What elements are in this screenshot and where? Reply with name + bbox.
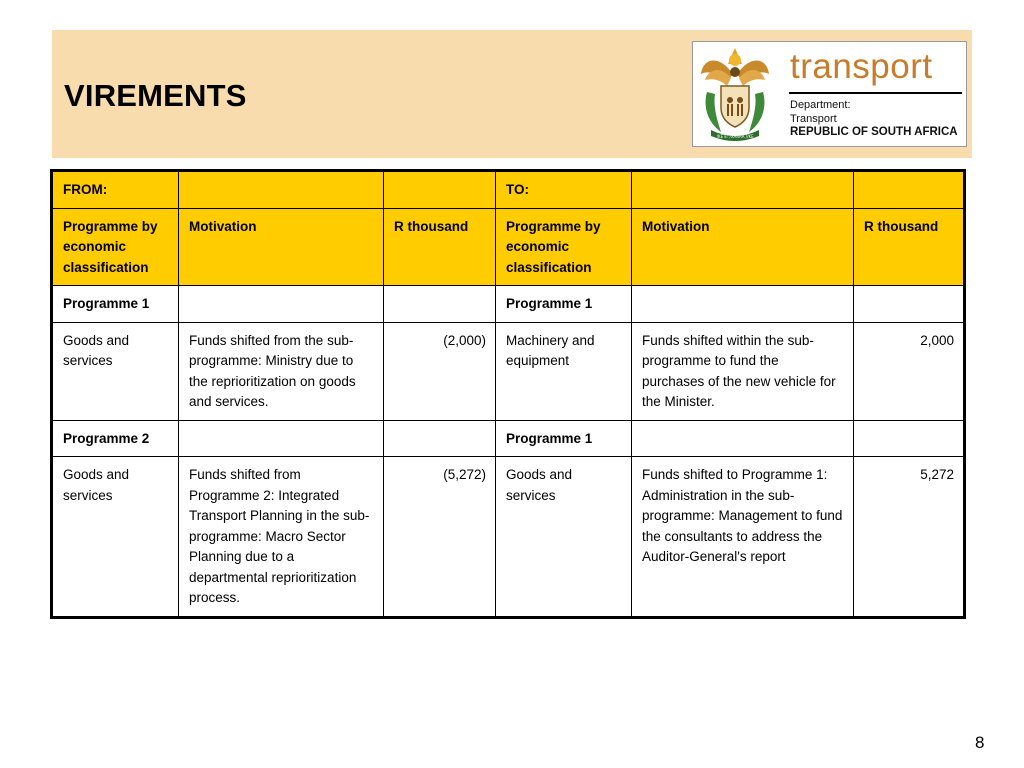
table-cell: [384, 420, 496, 457]
logo-department-name: Transport: [790, 113, 837, 125]
amount-cell: (5,272): [384, 457, 496, 618]
group-header-cell: [854, 171, 965, 209]
virements-table: [50, 169, 966, 619]
table-cell: Funds shifted from the sub-programme: Ministry due to the reprioritization on goods and services.: [179, 322, 384, 420]
group-header-row: [52, 171, 965, 209]
column-header-row: [52, 208, 965, 286]
amount-cell: 5,272: [854, 457, 965, 618]
table-cell: Machinery and equipment: [496, 322, 632, 420]
column-header: Programme by economic classification: [52, 208, 179, 286]
logo-wordmark: transport: [790, 47, 933, 86]
amount-cell: 2,000: [854, 322, 965, 420]
table-cell: [854, 420, 965, 457]
slide-title: VIREMENTS: [64, 78, 247, 113]
table-cell: Programme 1: [496, 420, 632, 457]
table-row: [52, 457, 965, 618]
table-cell: Programme 1: [52, 286, 179, 323]
table-cell: Funds shifted within the sub-programme to fund the purchases of the new vehicle for the Minister.: [632, 322, 854, 420]
column-header: Motivation: [632, 208, 854, 286]
group-header-to: TO:: [496, 171, 632, 209]
group-header-from: FROM:: [52, 171, 179, 209]
column-header: R thousand: [854, 208, 965, 286]
crest-motto: !KE E: /XARRA //KE: [716, 134, 754, 139]
logo-country: REPUBLIC OF SOUTH AFRICA: [790, 126, 958, 138]
logo-divider: [789, 92, 962, 94]
department-logo: [692, 41, 967, 147]
programme-row: [52, 420, 965, 457]
table-cell: [179, 286, 384, 323]
programme-row: [52, 286, 965, 323]
table-cell: Programme 1: [496, 286, 632, 323]
column-header: Motivation: [179, 208, 384, 286]
amount-cell: (2,000): [384, 322, 496, 420]
table-cell: [632, 420, 854, 457]
table-cell: Funds shifted from Programme 2: Integrated Transport Planning in the sub-programme: Macro Sector Planning due to a departmental reprioritization process.: [179, 457, 384, 618]
table-cell: [854, 286, 965, 323]
group-header-cell: [179, 171, 384, 209]
table-cell: Programme 2: [52, 420, 179, 457]
table-row: [52, 322, 965, 420]
coat-of-arms-icon: [697, 44, 773, 144]
table-cell: [632, 286, 854, 323]
table-cell: Funds shifted to Programme 1: Administration in the sub-programme: Management to fund the consultants to address the Auditor-General's report: [632, 457, 854, 618]
group-header-cell: [632, 171, 854, 209]
group-header-cell: [384, 171, 496, 209]
table-cell: Goods and services: [52, 457, 179, 618]
page-number: 8: [975, 733, 985, 752]
table-cell: Goods and services: [52, 322, 179, 420]
column-header: R thousand: [384, 208, 496, 286]
column-header: Programme by economic classification: [496, 208, 632, 286]
logo-department-label: Department:: [790, 99, 851, 111]
table-cell: [179, 420, 384, 457]
table-cell: [384, 286, 496, 323]
table-cell: Goods and services: [496, 457, 632, 618]
